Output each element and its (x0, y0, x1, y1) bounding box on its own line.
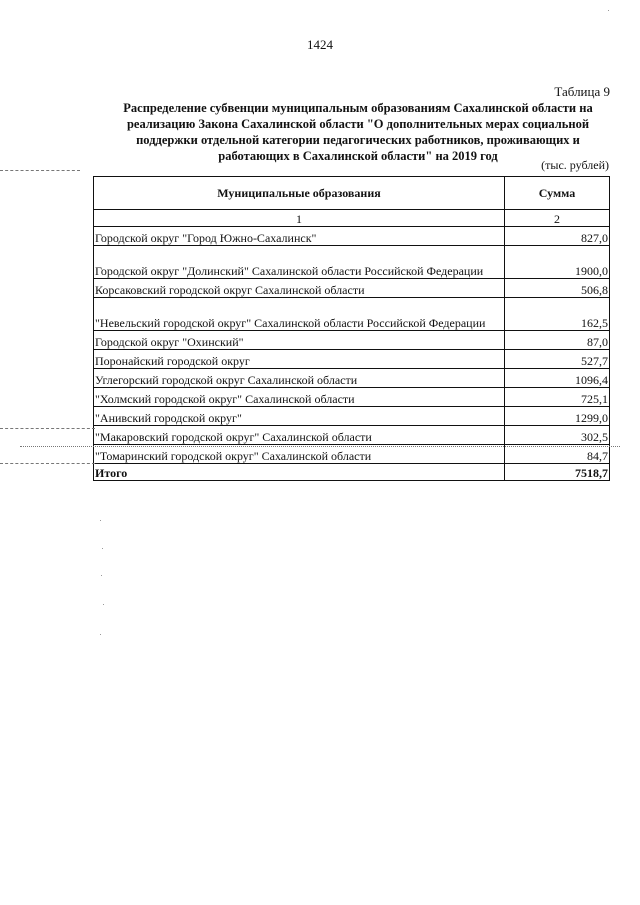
title-line: реализацию Закона Сахалинской области "О дополнительных мерах социальной (126, 117, 590, 131)
row-amount: 725,1 (505, 388, 610, 407)
table-row (94, 407, 610, 426)
table-row (94, 369, 610, 388)
scan-speck (100, 634, 101, 635)
column-number-row (94, 210, 610, 227)
row-name: "Макаровский городской округ" Сахалинской области (94, 426, 505, 445)
table-row (94, 331, 610, 350)
table-row (94, 246, 610, 279)
total-row (94, 464, 610, 481)
header-amount: Сумма (505, 177, 610, 210)
row-amount: 527,7 (505, 350, 610, 369)
scan-artifact-line (0, 463, 95, 464)
scan-artifact-line (20, 446, 620, 447)
total-label: Итого (94, 464, 505, 481)
row-amount: 1096,4 (505, 369, 610, 388)
table-row (94, 445, 610, 464)
row-amount: 827,0 (505, 227, 610, 246)
row-name: "Холмский городской округ" Сахалинской области (94, 388, 505, 407)
row-name: Корсаковский городской округ Сахалинской области (94, 279, 505, 298)
row-amount: 84,7 (505, 445, 610, 464)
scan-speck (103, 604, 104, 605)
column-number: 1 (94, 210, 505, 227)
subsidy-table (93, 176, 610, 481)
title-line: Распределение субвенции муниципальным образованиям Сахалинской области на (123, 101, 593, 115)
unit-label: (тыс. рублей) (541, 158, 609, 172)
scan-speck (100, 520, 101, 521)
row-amount: 1900,0 (505, 246, 610, 279)
row-name: "Томаринский городской округ" Сахалинской области (94, 445, 505, 464)
row-name: Поронайский городской округ (94, 350, 505, 369)
row-amount: 506,8 (505, 279, 610, 298)
table-row (94, 426, 610, 445)
total-amount: 7518,7 (505, 464, 610, 481)
scan-speck (102, 548, 103, 549)
column-number: 2 (505, 210, 610, 227)
page-number: 1424 (307, 37, 333, 52)
table-label: Таблица 9 (554, 84, 610, 99)
row-name: Городской округ "Город Южно-Сахалинск" (94, 227, 505, 246)
row-name: Городской округ "Долинский" Сахалинской области Российской Федерации (94, 246, 505, 279)
table-row (94, 279, 610, 298)
table-row (94, 388, 610, 407)
title-line: работающих в Сахалинской области" на 2019 год (218, 149, 498, 163)
scan-speck (101, 575, 102, 576)
table-row (94, 350, 610, 369)
row-name: "Невельский городской округ" Сахалинской области Российской Федерации (94, 298, 505, 331)
row-name: "Анивский городской округ" (94, 407, 505, 426)
row-name: Углегорский городской округ Сахалинской области (94, 369, 505, 388)
scan-speck (608, 10, 609, 11)
scan-artifact-line (0, 170, 80, 171)
row-name: Городской округ "Охинский" (94, 331, 505, 350)
header-municipalities: Муниципальные образования (94, 177, 505, 210)
title-line: поддержки отдельной категории педагогических работников, проживающих и (136, 133, 580, 147)
row-amount: 87,0 (505, 331, 610, 350)
header-row (94, 177, 610, 210)
row-amount: 1299,0 (505, 407, 610, 426)
table-row (94, 298, 610, 331)
table-row (94, 227, 610, 246)
document-title (96, 100, 620, 164)
row-amount: 162,5 (505, 298, 610, 331)
scan-artifact-line (0, 428, 95, 429)
row-amount: 302,5 (505, 426, 610, 445)
